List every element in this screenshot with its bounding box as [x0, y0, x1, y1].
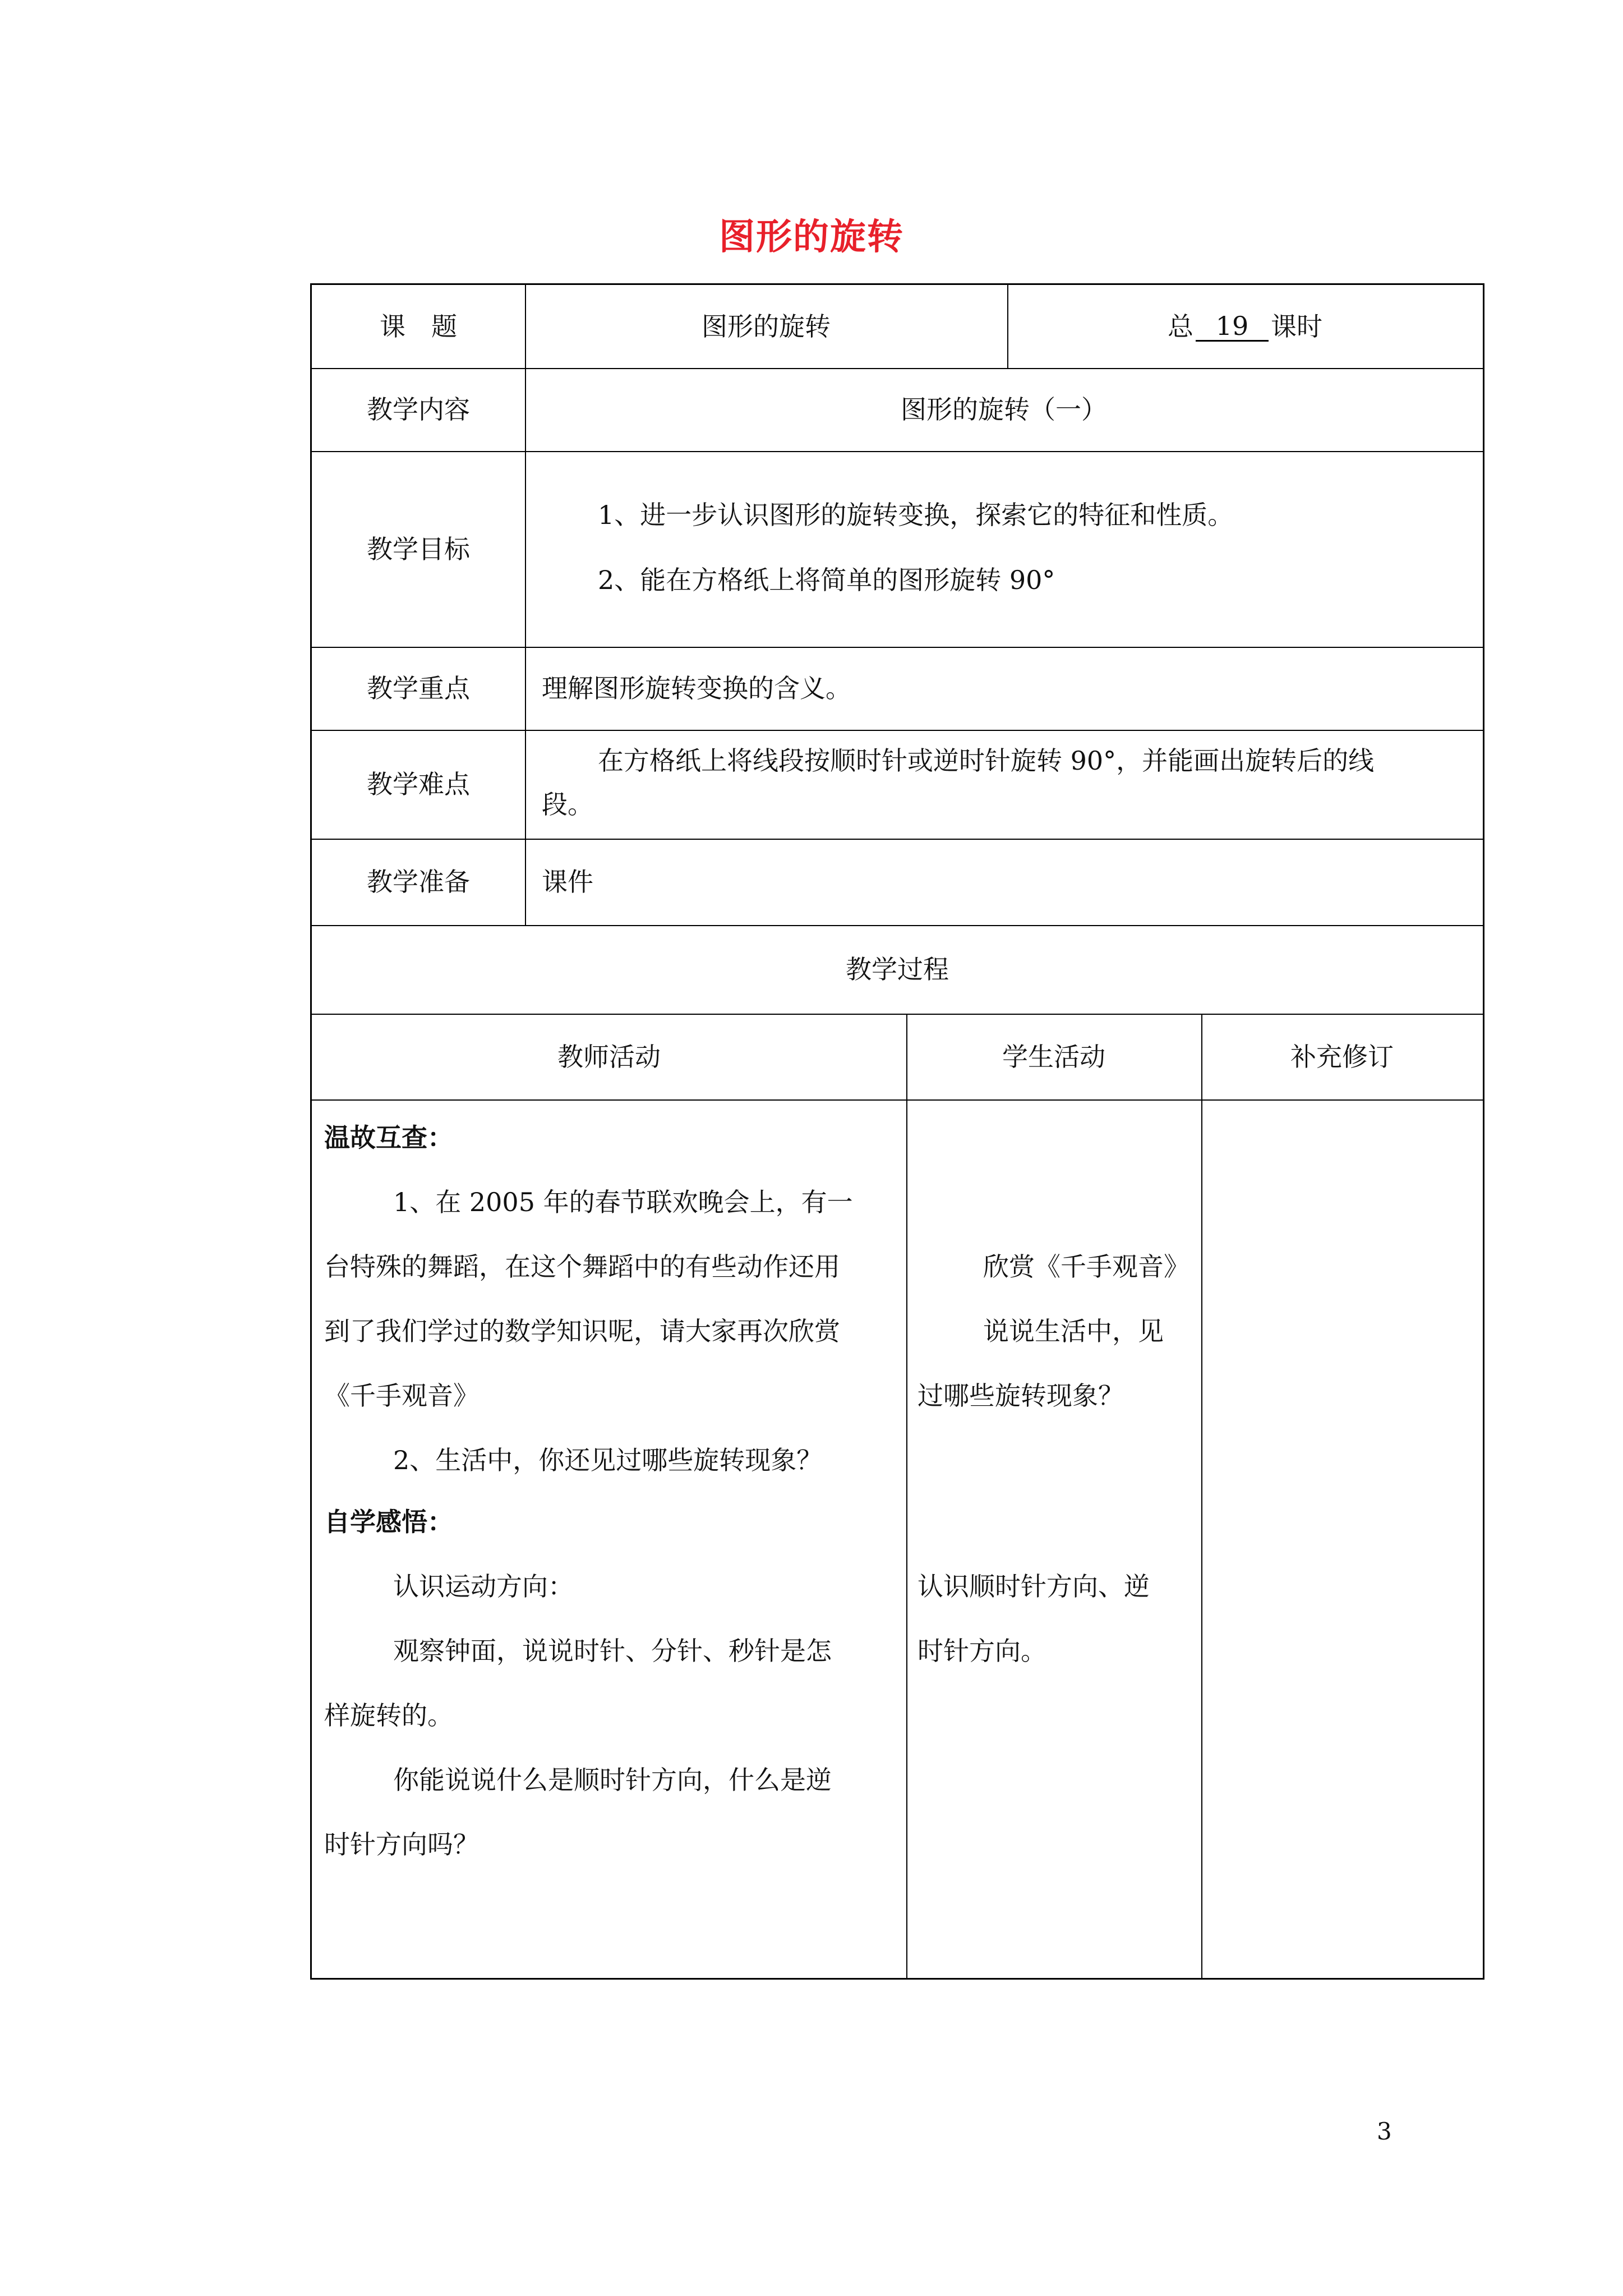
student-activity-header: 学生活动	[1002, 1041, 1105, 1072]
period-suffix: 课时	[1271, 311, 1322, 342]
key-label: 教学重点	[367, 673, 470, 703]
teacher-text-line: 样旋转的。	[324, 1700, 453, 1731]
lesson-plan-table	[310, 283, 1484, 1980]
student-text-line: 认识顺时针方向、逆	[917, 1571, 1150, 1602]
teacher-text-line: 《千手观音》	[324, 1381, 479, 1411]
page-number: 3	[1377, 2118, 1392, 2145]
review-heading: 温故互查：	[324, 1122, 453, 1153]
prep-label: 教学准备	[367, 867, 470, 897]
period-prefix: 总	[1168, 311, 1193, 342]
teacher-text-line: 到了我们学过的数学知识呢，请大家再次欣赏	[324, 1316, 840, 1346]
teacher-text-line: 时针方向吗？	[324, 1829, 479, 1860]
student-text-line: 说说生活中，见	[983, 1316, 1164, 1346]
difficulty-line: 段。	[542, 789, 593, 820]
difficulty-label: 教学难点	[367, 769, 470, 799]
key-value: 理解图形旋转变换的含义。	[542, 673, 851, 703]
revision-header: 补充修订	[1290, 1041, 1394, 1072]
teacher-activity-header: 教师活动	[557, 1041, 661, 1072]
goal-label: 教学目标	[367, 533, 470, 564]
period-count	[1007, 285, 1483, 368]
student-text-line: 过哪些旋转现象？	[917, 1381, 1124, 1411]
column-divider	[1201, 1014, 1202, 1978]
topic-label: 课 题	[380, 311, 457, 342]
content-value: 图形的旋转（一）	[901, 394, 1107, 425]
teacher-text-line: 1、在 2005 年的春节联欢晚会上，有一	[393, 1187, 853, 1217]
goal-item: 2、能在方格纸上将简单的图形旋转 90°	[598, 565, 1055, 595]
teacher-text-line: 你能说说什么是顺时针方向，什么是逆	[393, 1765, 832, 1795]
teacher-text-line: 观察钟面，说说时针、分针、秒针是怎	[393, 1636, 832, 1666]
student-text-line: 欣赏《千手观音》	[983, 1251, 1189, 1282]
row-divider	[312, 1099, 1483, 1101]
student-text-line: 时针方向。	[917, 1636, 1046, 1666]
self-study-heading: 自学感悟：	[324, 1507, 453, 1537]
goal-item: 1、进一步认识图形的旋转变换，探索它的特征和性质。	[598, 500, 1234, 530]
teacher-text-line: 台特殊的舞蹈，在这个舞蹈中的有些动作还用	[324, 1251, 840, 1282]
column-divider	[906, 1014, 907, 1978]
period-number: 19	[1196, 312, 1269, 342]
document-title: 图形的旋转	[719, 216, 904, 258]
topic-value: 图形的旋转	[702, 311, 831, 342]
teacher-text-line: 认识运动方向：	[393, 1571, 574, 1602]
difficulty-line: 在方格纸上将线段按顺时针或逆时针旋转 90°，并能画出旋转后的线	[598, 746, 1375, 776]
content-label: 教学内容	[367, 394, 470, 425]
prep-value: 课件	[542, 867, 593, 897]
process-heading: 教学过程	[846, 954, 949, 984]
teacher-text-line: 2、生活中，你还见过哪些旋转现象？	[393, 1445, 823, 1475]
